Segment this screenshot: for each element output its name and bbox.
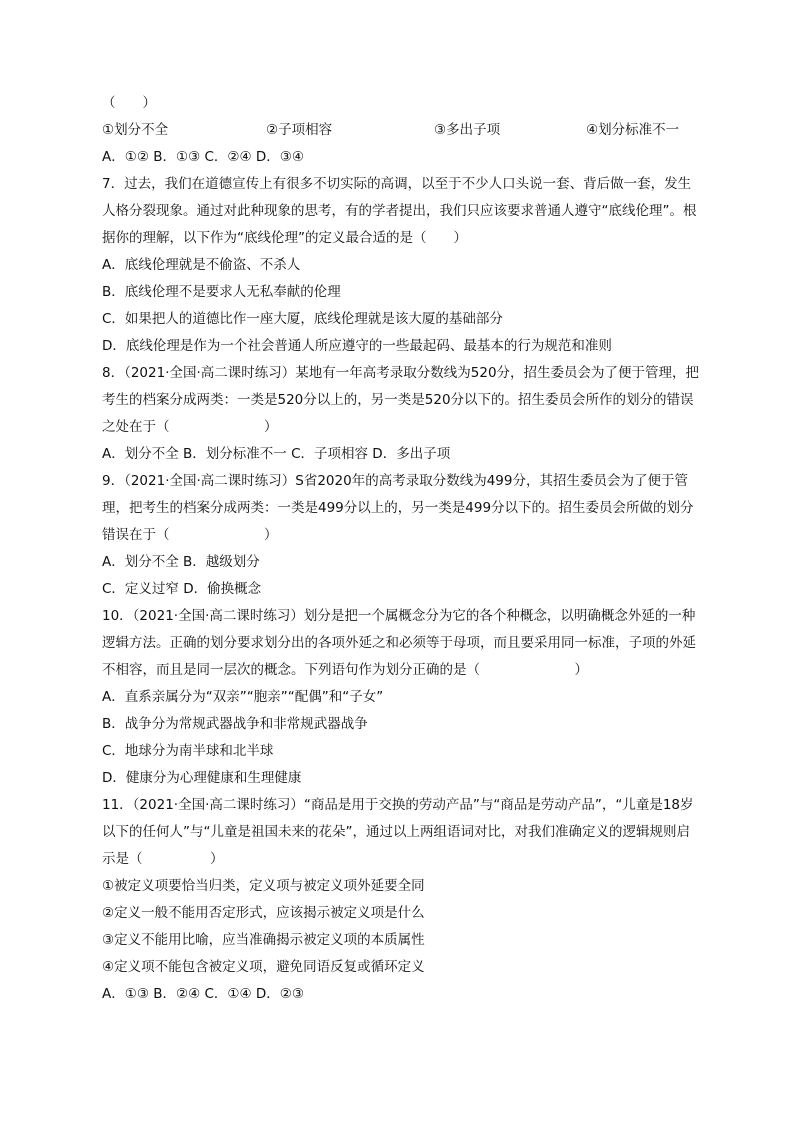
q11-item-1: ①被定义项要恰当归类，定义项与被定义项外延要全同 bbox=[102, 878, 425, 894]
q10-stem: 10．（2021·全国·高二课时练习）划分是把一个属概念分为它的各个种概念，以明确概念外延的一种逻辑方法。正确的划分要求划分出的各项外延之和必须等于母项，而且要采用同一标准，子项的外延不相容，而且是同一层次的概念。下列语句作为划分正确的是（ ） bbox=[102, 608, 696, 678]
q11-item-4: ④定义项不能包含被定义项，避免同语反复或循环定义 bbox=[102, 959, 425, 975]
q7-choice-d: D．底线伦理是作为一个社会普通人所应遵守的一些最起码、最基本的行为规范和准则 bbox=[102, 338, 612, 354]
q6-option-1: ①划分不全 bbox=[102, 122, 169, 138]
q10-choice-d: D．健康分为心理健康和生理健康 bbox=[102, 770, 302, 786]
q6-choices: A．①② B．①③ C．②④ D．③④ bbox=[102, 149, 305, 165]
q10-choice-a: A．直系亲属分为“双亲”“胞亲”“配偶”和“子女” bbox=[102, 689, 384, 705]
q9-stem: 9．（2021·全国·高二课时练习）S省2020年的高考录取分数线为499分，其招生委员会为了便于管理，把考生的档案分成两类：一类是499分以上的，另一类是499分以下的。招生委员会所做的划分错误在于（ ） bbox=[102, 473, 694, 543]
q8-choices: A．划分不全 B．划分标准不一 C．子项相容 D．多出子项 bbox=[102, 446, 451, 462]
q7-choice-c: C．如果把人的道德比作一座大厦，底线伦理就是该大厦的基础部分 bbox=[102, 311, 503, 327]
q11-item-3: ③定义不能用比喻，应当准确揭示被定义项的本质属性 bbox=[102, 932, 425, 948]
q6-options bbox=[102, 117, 702, 144]
q10-choice-b: B．战争分为常规武器战争和非常规武器战争 bbox=[102, 716, 368, 732]
q10-choice-c: C．地球分为南半球和北半球 bbox=[102, 743, 274, 759]
q6-option-4: ④划分标准不一 bbox=[586, 122, 680, 138]
q9-choices-cd: C．定义过窄 D．偷换概念 bbox=[102, 581, 262, 597]
question-list bbox=[102, 90, 702, 1008]
q11-stem: 11．（2021·全国·高二课时练习）“商品是用于交换的劳动产品”与“商品是劳动产品”，“儿童是18岁以下的任何人”与“儿童是祖国未来的花朵”，通过以上两组语词对比，对我们准确定义的逻辑规则启示是（ ） bbox=[102, 797, 694, 867]
q9-choices-ab: A．划分不全 B．越级划分 bbox=[102, 554, 260, 570]
q8-stem: 8．（2021·全国·高二课时练习）某地有一年高考录取分数线为520分，招生委员会为了便于管理，把考生的档案分成两类：一类是520分以上的，另一类是520分以下的。招生委员会所作的划分的错误之处在于（ ） bbox=[102, 365, 700, 435]
q7-choice-a: A．底线伦理就是不偷盗、不杀人 bbox=[102, 257, 301, 273]
q11-choices: A．①③ B．②④ C．①④ D．②③ bbox=[102, 986, 305, 1002]
q6-option-2: ②子项相容 bbox=[266, 122, 333, 138]
q11-item-2: ②定义一般不能用否定形式，应该揭示被定义项是什么 bbox=[102, 905, 425, 921]
q7-stem: 7．过去，我们在道德宣传上有很多不切实际的高调，以至于不少人口头说一套、背后做一套，发生人格分裂现象。通过对此种现象的思考，有的学者提出，我们只应该要求普通人遵守“底线伦理”。根据你的理解，以下作为“底线伦理”的定义最合适的是（ ） bbox=[102, 176, 697, 246]
q6-option-3: ③多出子项 bbox=[434, 122, 501, 138]
q6-stem-tail: （ ） bbox=[102, 95, 156, 111]
q7-choice-b: B．底线伦理不是要求人无私奉献的伦理 bbox=[102, 284, 341, 300]
